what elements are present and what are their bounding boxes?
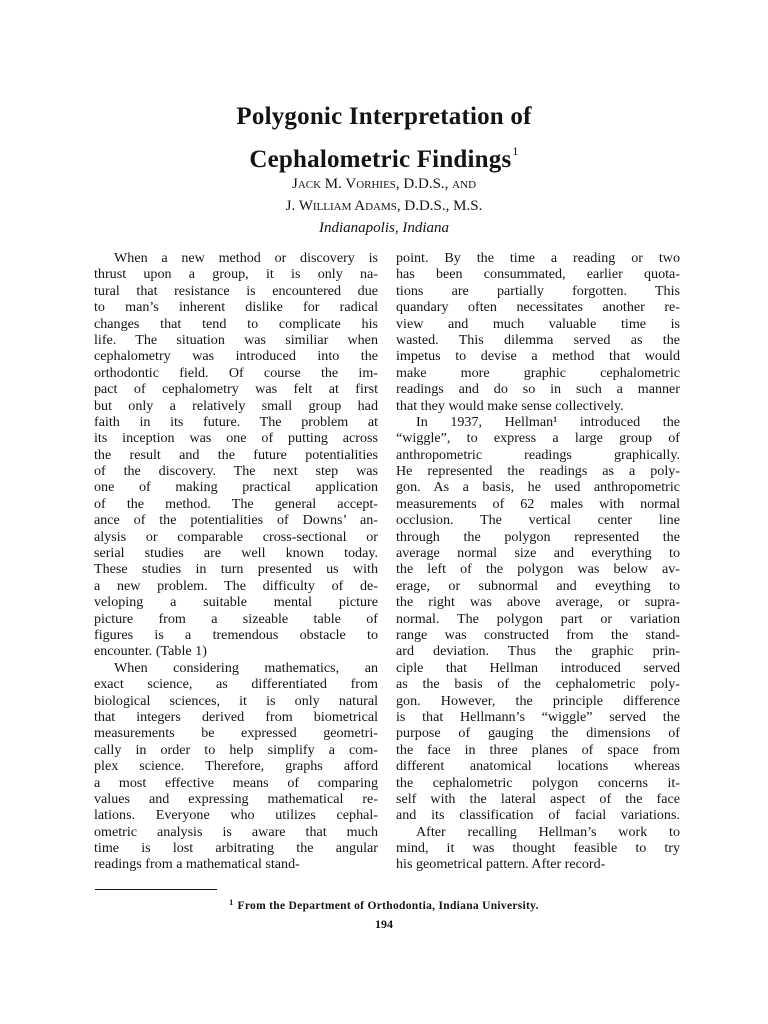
text-line: “wiggle”, to express a large group of [396, 430, 680, 447]
footnote-text: From the Department of Orthodontia, Indiana University. [237, 900, 539, 912]
text-line: faith in its future. The problem at [94, 413, 378, 430]
text-line: cally in order to help simplify a com- [94, 741, 378, 758]
text-line: mind, it was thought feasible to try [396, 840, 680, 857]
text-line: He represented the readings as a poly- [396, 463, 680, 480]
text-line: orthodontic field. Of course the im- [94, 364, 378, 381]
text-line: pact of cephalometry was felt at first [94, 381, 378, 398]
text-line: through the polygon represented the [396, 528, 680, 545]
text-line: These studies in turn presented us with [94, 561, 378, 578]
text-line: changes that tend to complicate his [94, 315, 378, 332]
text-line: self with the lateral aspect of the face [396, 790, 680, 807]
text-line: tural that resistance is encountered due [94, 282, 378, 299]
text-line: measurements of 62 males with normal [396, 495, 680, 512]
text-line: erage, or subnormal and eveything to [396, 577, 680, 594]
text-line: that integers derived from biometrical [94, 708, 378, 725]
text-line: the right was above average, or supra- [396, 594, 680, 611]
article-title-line-1: Polygonic Interpretation of [236, 103, 532, 130]
text-line: values and expressing mathematical re- [94, 790, 378, 807]
text-line: exact science, as differentiated from [94, 676, 378, 693]
text-line: plex science. Therefore, graphs afford [94, 758, 378, 775]
title-footnote-marker: 1 [512, 144, 519, 158]
text-line: ard deviation. Thus the graphic prin- [396, 643, 680, 660]
text-line: alysis or comparable cross-sectional or [94, 528, 378, 545]
text-line: of the method. The general accept- [94, 495, 378, 512]
text-line: of the discovery. The next step was [94, 463, 378, 480]
text-line: is that Hellmann’s “wiggle” served the [396, 708, 680, 725]
text-line: In 1937, Hellman¹ introduced the [416, 413, 680, 430]
text-line: a most effective means of comparing [94, 774, 378, 791]
footnote-marker: 1 [229, 898, 234, 907]
text-line: ciple that Hellman introduced served [396, 659, 680, 676]
left-text-column [94, 250, 378, 873]
text-line: to man’s inherent dislike for radical [94, 299, 378, 316]
text-line: picture from a sizeable table of [94, 610, 378, 627]
text-line: normal. The polygon part or variation [396, 610, 680, 627]
text-line: anthropometric readings graphically. [396, 446, 680, 463]
text-line: cephalometry was introduced into the [94, 348, 378, 365]
footnote-rule [95, 889, 217, 890]
text-line: gon. As a basis, he used anthropometric [396, 479, 680, 496]
text-line: serial studies are well known today. [94, 545, 378, 562]
text-line: has been consummated, earlier quota- [396, 266, 680, 283]
text-line: veloping a suitable mental picture [94, 594, 378, 611]
text-line: readings from a mathematical stand- [94, 856, 300, 873]
text-line: ometric analysis is aware that much [94, 823, 378, 840]
text-line: and its classification of facial variations. [396, 807, 680, 824]
author-affiliation: Indianapolis, Indiana [319, 220, 449, 236]
text-line: quandary often necessitates another re- [396, 299, 680, 316]
text-line: ance of the potentialities of Downs’ an- [94, 512, 378, 529]
article-title-text: Cephalometric Findings [249, 146, 512, 173]
text-line: his geometrical pattern. After record- [396, 856, 606, 873]
text-line: a new problem. The difficulty of de- [94, 577, 378, 594]
text-line: impetus to devise a method that would [396, 348, 680, 365]
article-title-line-2 [0, 134, 768, 177]
footnote [0, 898, 768, 912]
text-line: the face in three planes of space from [396, 741, 680, 758]
text-line: but only a relatively small group had [94, 397, 378, 414]
text-line: When considering mathematics, an [114, 659, 378, 676]
text-line: lations. Everyone who utilizes cephal- [94, 807, 378, 824]
right-text-column [396, 250, 680, 873]
text-line: as the basis of the cephalometric poly- [396, 676, 680, 693]
author-line-2: J. William Adams, D.D.S., M.S. [285, 198, 483, 214]
page-number: 194 [375, 917, 393, 931]
text-line: readings and do so in such a manner [396, 381, 680, 398]
text-line: thrust upon a group, it is only na- [94, 266, 378, 283]
text-line: figures is a tremendous obstacle to [94, 626, 378, 643]
text-line: gon. However, the principle difference [396, 692, 680, 709]
text-line: purpose of gauging the dimensions of [396, 725, 680, 742]
text-line: occlusion. The vertical center line [396, 512, 680, 529]
text-line: tions are partially forgotten. This [396, 282, 680, 299]
text-line: After recalling Hellman’s work to [416, 823, 680, 840]
text-line: time is lost arbitrating the angular [94, 840, 378, 857]
text-line: range was constructed from the stand- [396, 626, 680, 643]
text-line: that they would make sense collectively. [396, 397, 624, 414]
text-line: measurements be expressed geometri- [94, 725, 378, 742]
text-line: different anatomical locations whereas [396, 758, 680, 775]
text-line: the result and the future potentialities [94, 446, 378, 463]
text-line: make more graphic cephalometric [396, 364, 680, 381]
text-line: the left of the polygon was below av- [396, 561, 680, 578]
text-line: one of making practical application [94, 479, 378, 496]
text-line: its inception was one of putting across [94, 430, 378, 447]
text-line: biological sciences, it is only natural [94, 692, 378, 709]
text-line: point. By the time a reading or two [396, 250, 680, 266]
text-line: encounter. (Table 1) [94, 643, 207, 660]
text-line: wasted. This dilemma served as the [396, 331, 680, 348]
author-line-1: Jack M. Vorhies, D.D.S., and [291, 176, 477, 192]
text-line: When a new method or discovery is [114, 250, 378, 266]
text-line: life. The situation was similiar when [94, 331, 378, 348]
text-line: the cephalometric polygon concerns it- [396, 774, 680, 791]
text-line: average normal size and everything to [396, 545, 680, 562]
text-line: view and much valuable time is [396, 315, 680, 332]
